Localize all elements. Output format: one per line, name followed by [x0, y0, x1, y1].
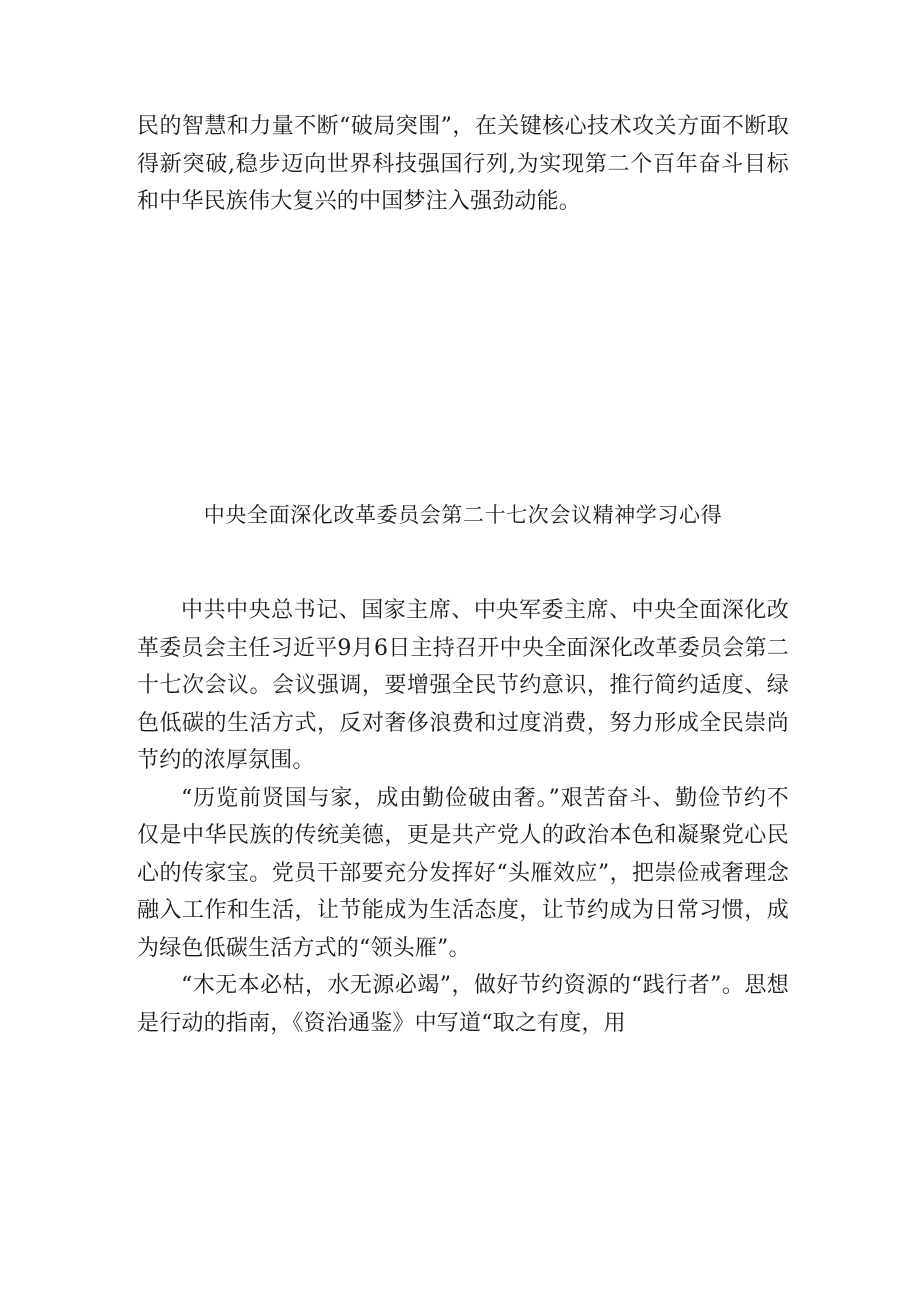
body-paragraph-continued: 民的智慧和力量不断“破局突围”，在关键核心技术攻关方面不断取得新突破,稳步迈向世界科技强国行列,为实现第二个百年奋斗目标和中华民族伟大复兴的中国梦注入强劲动能。	[137, 114, 789, 214]
article-title: 中央全面深化改革委员会第二十七次会议精神学习心得	[203, 503, 723, 527]
body-paragraph: “木无本必枯，水无源必竭”，做好节约资源的“践行者”。思想是行动的指南，《资治通鉴》中写道“取之有度，用	[137, 973, 789, 1036]
body-paragraph: “历览前贤国与家，成由勤俭破由奢。”艰苦奋斗、勤俭节约不仅是中华民族的传统美德，更是共产党人的政治本色和凝聚党心民心的传家宝。党员干部要充分发挥好“头雁效应”，把崇俭戒奢理念融入工作和生活，让节能成为生活态度，让节约成为日常习惯，成为绿色低碳生活方式的“领头雁”。	[137, 785, 789, 961]
article-body	[137, 592, 789, 1042]
continued-text-block	[137, 108, 789, 221]
body-paragraph: 中共中央总书记、国家主席、中央军委主席、中央全面深化改革委员会主任习近平9月6日主持召开中央全面深化改革委员会第二十七次会议。会议强调，要增强全民节约意识，推行简约适度、绿色低碳的生活方式，反对奢侈浪费和过度消费，努力形成全民崇尚节约的浓厚氛围。	[137, 598, 789, 773]
